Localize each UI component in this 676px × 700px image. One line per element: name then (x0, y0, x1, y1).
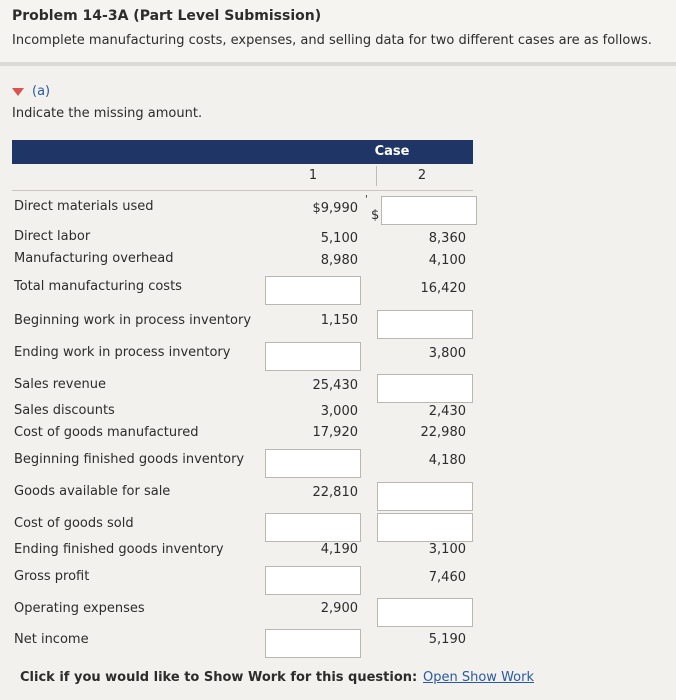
row-label-ending-wip: Ending work in process inventory (14, 345, 231, 360)
case2-cost-of-goods-manufactured: 22,980 (420, 425, 466, 440)
header-divider (0, 62, 676, 66)
case1-manufacturing-overhead: 8,980 (320, 253, 358, 268)
case2-operating-expenses-input[interactable] (377, 598, 473, 627)
case2-beginning-finished-goods: 4,180 (428, 453, 466, 468)
case1-sales-discounts: 3,000 (320, 404, 358, 419)
part-a-toggle[interactable] (12, 84, 50, 99)
row-label-beginning-wip: Beginning work in process inventory (14, 313, 252, 328)
case1-ending-wip-input[interactable] (265, 342, 361, 371)
case2-ending-wip: 3,800 (428, 346, 466, 361)
case-header: Case (374, 144, 410, 159)
case2-direct-labor: 8,360 (428, 231, 466, 246)
case2-sales-revenue-input[interactable] (377, 374, 473, 403)
case2-cost-of-goods-sold-input[interactable] (377, 513, 473, 542)
case1-cost-of-goods-manufactured: 17,920 (312, 425, 358, 440)
part-label: (a) (32, 84, 51, 99)
case2-gross-profit: 7,460 (428, 570, 466, 585)
case1-operating-expenses: 2,900 (320, 601, 358, 616)
row-label-manufacturing-overhead: Manufacturing overhead (14, 251, 174, 266)
case1-direct-materials: $9,990 (312, 201, 358, 216)
row-label-ending-finished-goods: Ending finished goods inventory (14, 542, 224, 557)
case2-goods-available-input[interactable] (377, 482, 473, 511)
case-header-bar (12, 140, 473, 164)
case1-net-income-input[interactable] (265, 629, 361, 658)
problem-description: Incomplete manufacturing costs, expenses, and selling data for two different cases are as follows. (12, 33, 652, 48)
row-label-direct-materials: Direct materials used (14, 199, 154, 214)
row-label-sales-discounts: Sales discounts (14, 403, 115, 418)
row-label-cost-of-goods-sold: Cost of goods sold (14, 516, 134, 531)
case2-manufacturing-overhead: 4,100 (428, 253, 466, 268)
case1-gross-profit-input[interactable] (265, 566, 361, 595)
case2-ending-finished-goods: 3,100 (428, 542, 466, 557)
case2-direct-materials-input[interactable] (381, 196, 477, 225)
case1-beginning-finished-goods-input[interactable] (265, 449, 361, 478)
case1-goods-available: 22,810 (312, 485, 358, 500)
row-label-operating-expenses: Operating expenses (14, 601, 145, 616)
case2-sales-discounts: 2,430 (428, 404, 466, 419)
row-label-net-income: Net income (14, 632, 89, 647)
case2-total-manufacturing-costs: 16,420 (420, 281, 466, 296)
problem-header (0, 0, 676, 64)
marker-dot: ' (365, 194, 368, 205)
row-label-goods-available: Goods available for sale (14, 484, 171, 499)
part-instruction: Indicate the missing amount. (12, 106, 203, 121)
show-work-prompt: Click if you would like to Show Work for this question: (20, 670, 418, 685)
column-1-header: 1 (308, 168, 318, 183)
case1-beginning-wip: 1,150 (320, 313, 358, 328)
column-numbers-row (12, 164, 473, 191)
case1-cost-of-goods-sold-input[interactable] (265, 513, 361, 542)
case1-sales-revenue: 25,430 (312, 378, 358, 393)
case1-total-manufacturing-costs-input[interactable] (265, 276, 361, 305)
row-label-total-manufacturing-costs: Total manufacturing costs (14, 279, 182, 294)
column-2-header: 2 (417, 168, 427, 183)
row-label-sales-revenue: Sales revenue (14, 377, 106, 392)
row-label-direct-labor: Direct labor (14, 229, 91, 244)
case2-net-income: 5,190 (428, 632, 466, 647)
row-label-beginning-finished-goods: Beginning finished goods inventory (14, 452, 245, 467)
problem-title: Problem 14-3A (Part Level Submission) (12, 8, 322, 24)
dollar-sign: $ (371, 208, 380, 223)
open-show-work-link[interactable]: Open Show Work (423, 670, 534, 685)
case1-ending-finished-goods: 4,190 (320, 542, 358, 557)
row-label-cost-of-goods-manufactured: Cost of goods manufactured (14, 425, 199, 440)
case1-direct-labor: 5,100 (320, 231, 358, 246)
case2-beginning-wip-input[interactable] (377, 310, 473, 339)
caret-down-icon (12, 88, 24, 96)
row-label-gross-profit: Gross profit (14, 569, 90, 584)
